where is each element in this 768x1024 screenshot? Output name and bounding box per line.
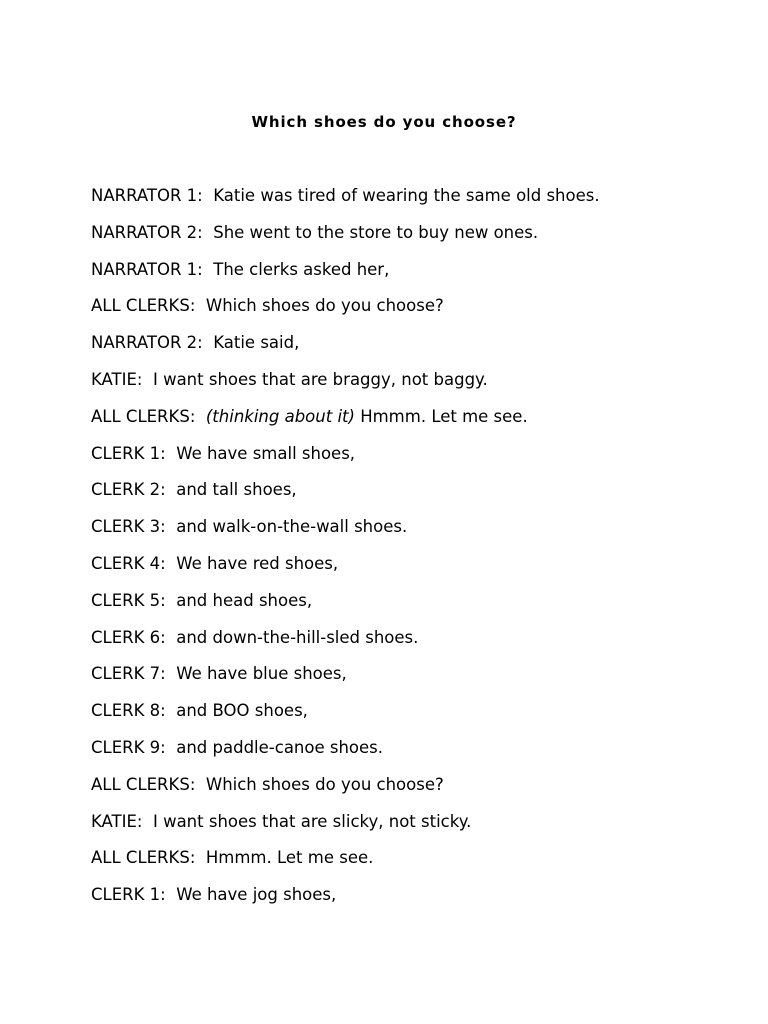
speaker-label: CLERK 4: <box>91 553 166 573</box>
script-line <box>91 812 711 849</box>
dialogue-text: Which shoes do you choose? <box>205 774 444 794</box>
speaker-label: CLERK 2: <box>91 480 166 500</box>
dialogue-text: and paddle-canoe shoes. <box>176 737 384 757</box>
script-line <box>91 591 711 628</box>
dialogue-text: We have jog shoes, <box>176 885 337 905</box>
dialogue-text: Hmmm. Let me see. <box>360 406 528 426</box>
dialogue-text: and down-the-hill-sled shoes. <box>176 627 419 647</box>
dialogue-text: and walk-on-the-wall shoes. <box>176 517 408 537</box>
speaker-label: NARRATOR 1: <box>91 259 203 279</box>
dialogue-text: The clerks asked her, <box>213 259 390 279</box>
speaker-label: CLERK 1: <box>91 443 166 463</box>
speaker-label: CLERK 5: <box>91 590 166 610</box>
dialogue-text: We have red shoes, <box>176 553 339 573</box>
dialogue-text: I want shoes that are braggy, not baggy. <box>152 369 488 389</box>
speaker-label: CLERK 3: <box>91 517 166 537</box>
dialogue-text: We have blue shoes, <box>176 664 347 684</box>
script-line <box>91 701 711 738</box>
speaker-label: KATIE: <box>91 369 143 389</box>
script-line <box>91 628 711 665</box>
speaker-label: ALL CLERKS: <box>91 406 196 426</box>
script-line <box>91 517 711 554</box>
script-line <box>91 480 711 517</box>
speaker-label: CLERK 8: <box>91 701 166 721</box>
script-line <box>91 554 711 591</box>
speaker-label: ALL CLERKS: <box>91 774 196 794</box>
dialogue-text: Katie said, <box>213 333 300 353</box>
script-line <box>91 186 711 223</box>
dialogue-text: and head shoes, <box>176 590 313 610</box>
speaker-label: ALL CLERKS: <box>91 296 196 316</box>
dialogue-text: and tall shoes, <box>176 480 297 500</box>
script-line <box>91 848 711 885</box>
speaker-label: KATIE: <box>91 811 143 831</box>
script-line <box>91 223 711 260</box>
script-line <box>91 738 711 775</box>
speaker-label: CLERK 1: <box>91 885 166 905</box>
stage-direction: (thinking about it) <box>205 406 355 426</box>
dialogue-text: Katie was tired of wearing the same old shoes. <box>213 186 600 205</box>
dialogue-text: Which shoes do you choose? <box>205 296 444 316</box>
speaker-label: NARRATOR 1: <box>91 186 203 205</box>
speaker-label: CLERK 9: <box>91 737 166 757</box>
speaker-label: NARRATOR 2: <box>91 222 203 242</box>
script-line <box>91 260 711 297</box>
speaker-label: CLERK 6: <box>91 627 166 647</box>
dialogue-text: She went to the store to buy new ones. <box>213 222 539 242</box>
speaker-label: ALL CLERKS: <box>91 848 196 868</box>
dialogue-text: We have small shoes, <box>176 443 356 463</box>
script-line <box>91 407 711 444</box>
script-line <box>91 775 711 812</box>
speaker-label: CLERK 7: <box>91 664 166 684</box>
document-title: Which shoes do you choose? <box>251 113 517 131</box>
script-line <box>91 664 711 701</box>
script-line <box>91 333 711 370</box>
script-line <box>91 444 711 481</box>
speaker-label: NARRATOR 2: <box>91 333 203 353</box>
script-line <box>91 296 711 333</box>
dialogue-text: I want shoes that are slicky, not sticky. <box>152 811 472 831</box>
script-lines <box>91 186 711 922</box>
script-line <box>91 885 711 922</box>
script-line <box>91 370 711 407</box>
dialogue-text: and BOO shoes, <box>176 701 308 721</box>
dialogue-text: Hmmm. Let me see. <box>205 848 374 868</box>
